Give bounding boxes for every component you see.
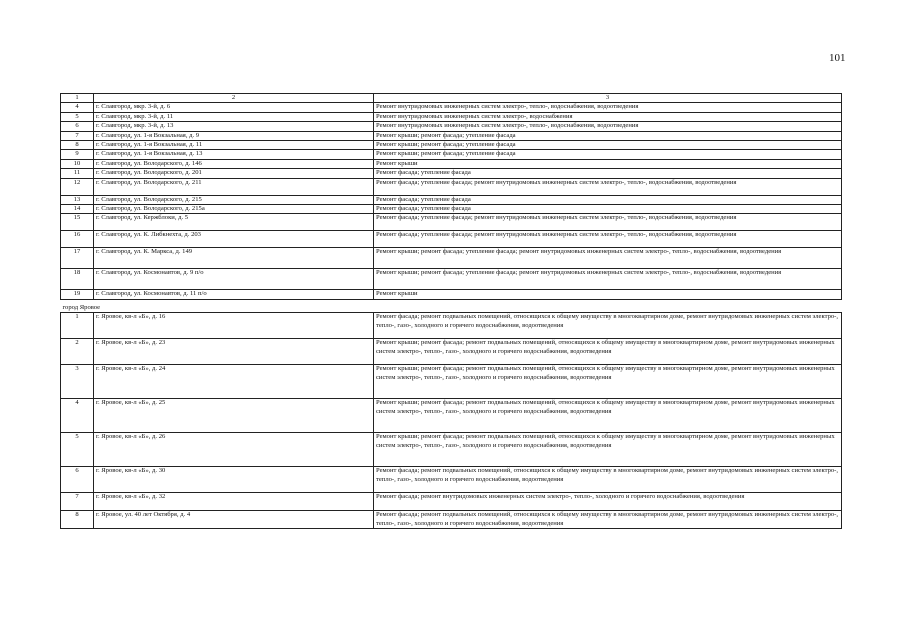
row-address-cell: г. Славгород, ул. К. Маркса, д. 149 [94,248,374,269]
table-row [61,231,842,248]
row-address-cell: г. Яровое, кв-л «Б», д. 16 [94,313,374,339]
table-row [61,195,842,204]
row-number-cell: 15 [61,214,94,231]
row-works-cell: Ремонт внутридомовых инженерных систем электро-, тепло-, водоснабжения, водоотведения [374,103,842,112]
row-number-cell: 4 [61,399,94,433]
row-number-cell: 13 [61,195,94,204]
row-works-cell: Ремонт фасада; утепление фасада [374,169,842,178]
row-number-cell: 17 [61,248,94,269]
row-address-cell: г. Яровое, кв-л «Б», д. 32 [94,493,374,511]
row-address-cell: г. Славгород, ул. 1-я Вокзальная, д. 9 [94,131,374,140]
row-number-cell: 4 [61,103,94,112]
row-address-cell: г. Яровое, кв-л «Б», д. 25 [94,399,374,433]
row-number-cell: 8 [61,141,94,150]
table-row [61,290,842,300]
row-number-cell: 8 [61,511,94,529]
table-row [61,339,842,365]
table-row [61,169,842,178]
row-number-cell: 2 [61,339,94,365]
row-number-cell: 3 [61,365,94,399]
row-address-cell: г. Славгород, ул. Космонавтов, д. 9 п/о [94,269,374,290]
row-number-cell: 14 [61,205,94,214]
table-row [61,112,842,121]
row-works-cell: Ремонт крыши; ремонт фасада; утепление фасада; ремонт внутридомовых инженерных систем электро-, тепло-, водоснабжения, водоотведения [374,248,842,269]
row-address-cell: г. Славгород, ул. Володарского, д. 215 [94,195,374,204]
row-number-cell: 7 [61,131,94,140]
header-cell-works: 3 [374,94,842,103]
row-address-cell: г. Славгород, ул. Володарского, д. 215а [94,205,374,214]
row-works-cell: Ремонт внутридомовых инженерных систем электро-, водоснабжения [374,112,842,121]
row-works-cell: Ремонт фасада; ремонт подвальных помещений, относящихся к общему имуществу в многоквартирном доме, ремонт внутридомовых инженерных систем электро-, тепло-, газо-, холодного и горячего водоснабжения, водоотведения [374,313,842,339]
row-works-cell: Ремонт крыши; ремонт фасада; утепление фасада [374,141,842,150]
row-works-cell: Ремонт фасада; ремонт подвальных помещений, относящихся к общему имуществу в многоквартирном доме, ремонт внутридомовых инженерных систем электро-, тепло-, газо-, холодного и горячего водоснабжения, водоотведения [374,511,842,529]
table-row [61,399,842,433]
row-works-cell: Ремонт крыши; ремонт фасада; ремонт подвальных помещений, относящихся к общему имуществу в многоквартирном доме, ремонт внутридомовых инженерных систем электро-, тепло-, газо-, холодного и горячего водоснабжения, водоотведения [374,433,842,467]
row-works-cell: Ремонт крыши [374,290,842,300]
row-address-cell: г. Яровое, кв-л «Б», д. 30 [94,467,374,493]
row-address-cell: г. Славгород, ул. К. Либкнехта, д. 203 [94,231,374,248]
table-header-row [61,94,842,103]
row-address-cell: г. Славгород, ул. Кержблоки, д. 5 [94,214,374,231]
table-row [61,205,842,214]
row-number-cell: 6 [61,122,94,131]
row-works-cell: Ремонт фасада; утепление фасада; ремонт внутридомовых инженерных систем электро-, тепло-, водоснабжения, водоотведения [374,231,842,248]
repair-table-container [60,93,841,529]
table-row [61,103,842,112]
row-number-cell: 7 [61,493,94,511]
row-works-cell: Ремонт крыши [374,159,842,168]
row-number-cell: 1 [61,313,94,339]
row-number-cell: 12 [61,178,94,195]
table-row [61,214,842,231]
header-cell-number: 1 [61,94,94,103]
row-number-cell: 5 [61,112,94,121]
row-address-cell: г. Яровое, кв-л «Б», д. 26 [94,433,374,467]
row-address-cell: г. Яровое, кв-л «Б», д. 24 [94,365,374,399]
row-number-cell: 11 [61,169,94,178]
table-row [61,493,842,511]
row-number-cell: 9 [61,150,94,159]
table-row [61,159,842,168]
row-works-cell: Ремонт крыши; ремонт фасада; ремонт подвальных помещений, относящихся к общему имуществу в многоквартирном доме, ремонт внутридомовых инженерных систем электро-, тепло-, газо-, холодного и горячего водоснабжения, водоотведения [374,339,842,365]
row-works-cell: Ремонт крыши; ремонт фасада; утепление фасада [374,150,842,159]
row-number-cell: 5 [61,433,94,467]
table-row [61,150,842,159]
row-works-cell: Ремонт крыши; ремонт фасада; утепление фасада [374,131,842,140]
repair-table [60,93,842,529]
row-address-cell: г. Яровое, ул. 40 лет Октября, д. 4 [94,511,374,529]
section-title: город Яровое [61,300,842,313]
row-number-cell: 10 [61,159,94,168]
row-number-cell: 18 [61,269,94,290]
row-works-cell: Ремонт фасада; ремонт внутридомовых инженерных систем электро-, тепло-, холодного и горячего водоснабжения, водоотведения [374,493,842,511]
row-address-cell: г. Яровое, кв-л «Б», д. 23 [94,339,374,365]
table-row [61,131,842,140]
row-address-cell: г. Славгород, ул. 1-я Вокзальная, д. 13 [94,150,374,159]
row-address-cell: г. Славгород, ул. 1-я Вокзальная, д. 11 [94,141,374,150]
table-row [61,122,842,131]
row-number-cell: 16 [61,231,94,248]
header-cell-address: 2 [94,94,374,103]
row-works-cell: Ремонт фасада; утепление фасада [374,195,842,204]
row-works-cell: Ремонт крыши; ремонт фасада; ремонт подвальных помещений, относящихся к общему имуществу в многоквартирном доме, ремонт внутридомовых инженерных систем электро-, тепло-, газо-, холодного и горячего водоснабжения, водоотведения [374,399,842,433]
row-address-cell: г. Славгород, ул. Космонавтов, д. 11 п/о [94,290,374,300]
page-number: 101 [829,52,846,64]
row-address-cell: г. Славгород, мкр. 3-й, д. 11 [94,112,374,121]
row-address-cell: г. Славгород, ул. Володарского, д. 146 [94,159,374,168]
row-works-cell: Ремонт фасада; ремонт подвальных помещений, относящихся к общему имуществу в многоквартирном доме, ремонт внутридомовых инженерных систем электро-, тепло-, газо-, холодного и горячего водоснабжения, водоотведения [374,467,842,493]
row-works-cell: Ремонт фасада; утепление фасада; ремонт внутридомовых инженерных систем электро-, тепло-, водоснабжения, водоотведения [374,214,842,231]
table-row [61,511,842,529]
table-row [61,313,842,339]
table-row [61,433,842,467]
table-row [61,141,842,150]
row-number-cell: 19 [61,290,94,300]
table-row [61,269,842,290]
table-row [61,365,842,399]
row-works-cell: Ремонт крыши; ремонт фасада; утепление фасада; ремонт внутридомовых инженерных систем электро-, тепло-, водоснабжения, водоотведения [374,269,842,290]
row-number-cell: 6 [61,467,94,493]
table-row [61,467,842,493]
row-works-cell: Ремонт фасада; утепление фасада; ремонт внутридомовых инженерных систем электро-, тепло-, водоснабжения, водоотведения [374,178,842,195]
row-works-cell: Ремонт фасада; утепление фасада [374,205,842,214]
row-address-cell: г. Славгород, ул. Володарского, д. 201 [94,169,374,178]
row-works-cell: Ремонт внутридомовых инженерных систем электро-, тепло-, водоснабжения, водоотведения [374,122,842,131]
table-row [61,248,842,269]
row-address-cell: г. Славгород, мкр. 3-й, д. 6 [94,103,374,112]
section-row [61,300,842,313]
table-row [61,178,842,195]
row-works-cell: Ремонт крыши; ремонт фасада; ремонт подвальных помещений, относящихся к общему имуществу в многоквартирном доме, ремонт внутридомовых инженерных систем электро-, тепло-, газо-, холодного и горячего водоснабжения, водоотведения [374,365,842,399]
row-address-cell: г. Славгород, мкр. 3-й, д. 13 [94,122,374,131]
row-address-cell: г. Славгород, ул. Володарского, д. 211 [94,178,374,195]
